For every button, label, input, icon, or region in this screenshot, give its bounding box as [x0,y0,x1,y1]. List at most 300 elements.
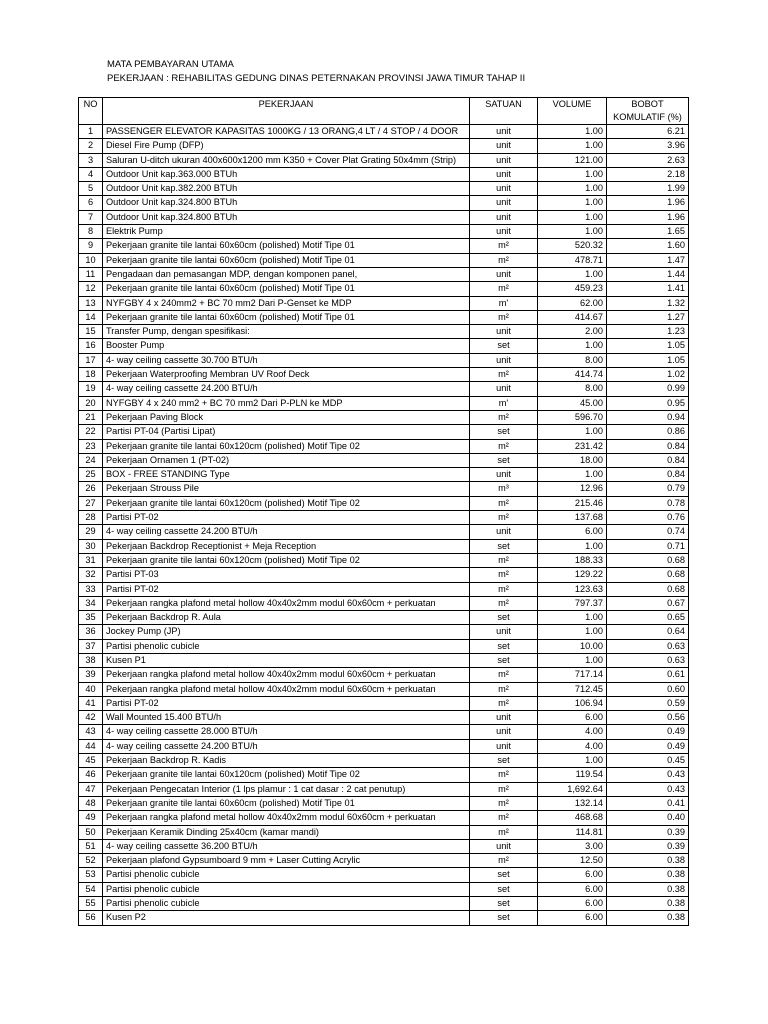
table-row [79,182,689,196]
table-row [79,611,689,625]
cell-no: 7 [79,210,103,224]
cell-pekerjaan: Pekerjaan plafond Gypsumboard 9 mm + Laser Cutting Acrylic [103,854,470,868]
cell-no: 39 [79,668,103,682]
cell-satuan: unit [470,196,538,210]
cell-pekerjaan: Saluran U-ditch ukuran 400x600x1200 mm K350 + Cover Plat Grating 50x4mm (Strip) [103,153,470,167]
cell-bobot: 3.96 [607,139,689,153]
cell-satuan: m² [470,825,538,839]
cell-volume: 1.00 [538,139,607,153]
cell-pekerjaan: Pekerjaan Backdrop Receptionist + Meja Reception [103,539,470,553]
cell-satuan: set [470,882,538,896]
cell-bobot: 0.71 [607,539,689,553]
cell-no: 30 [79,539,103,553]
cell-no: 40 [79,682,103,696]
cell-volume: 414.67 [538,310,607,324]
cell-bobot: 0.39 [607,825,689,839]
document-title: MATA PEMBAYARAN UTAMA [107,59,234,70]
cell-no: 10 [79,253,103,267]
cell-pekerjaan: BOX - FREE STANDING Type [103,468,470,482]
cell-no: 29 [79,525,103,539]
cell-volume: 1.00 [538,210,607,224]
cell-volume: 231.42 [538,439,607,453]
cell-bobot: 0.65 [607,611,689,625]
cell-satuan: m² [470,696,538,710]
cell-volume: 8.00 [538,382,607,396]
cell-pekerjaan: Elektrik Pump [103,225,470,239]
cell-volume: 1.00 [538,653,607,667]
cell-pekerjaan: Outdoor Unit kap.324.800 BTUh [103,210,470,224]
cell-no: 36 [79,625,103,639]
cell-no: 5 [79,182,103,196]
cell-pekerjaan: Pekerjaan Backdrop R. Aula [103,611,470,625]
table-row [79,296,689,310]
table-row [79,796,689,810]
table-row [79,839,689,853]
cell-volume: 12.50 [538,854,607,868]
cell-satuan: m² [470,253,538,267]
cell-satuan: unit [470,325,538,339]
cell-satuan: m² [470,368,538,382]
document-subtitle: PEKERJAAN : REHABILITAS GEDUNG DINAS PETERNAKAN PROVINSI JAWA TIMUR TAHAP II [107,73,526,84]
cell-no: 41 [79,696,103,710]
cell-satuan: m² [470,768,538,782]
cell-pekerjaan: 4- way ceiling cassette 36.200 BTU/h [103,839,470,853]
cell-satuan: set [470,453,538,467]
cell-pekerjaan: Pekerjaan granite tile lantai 60x120cm (polished) Motif Tipe 02 [103,768,470,782]
cell-no: 17 [79,353,103,367]
cell-satuan: set [470,425,538,439]
cell-bobot: 1.27 [607,310,689,324]
cell-satuan: unit [470,225,538,239]
cell-satuan: m' [470,296,538,310]
cell-bobot: 1.23 [607,325,689,339]
cell-pekerjaan: Pekerjaan rangka plafond metal hollow 40x40x2mm modul 60x60cm + perkuatan [103,596,470,610]
cell-volume: 10.00 [538,639,607,653]
cell-volume: 18.00 [538,453,607,467]
cell-volume: 1.00 [538,754,607,768]
table-row [79,339,689,353]
cell-satuan: m² [470,282,538,296]
cell-satuan: m² [470,782,538,796]
cell-no: 13 [79,296,103,310]
cell-volume: 129.22 [538,568,607,582]
cell-pekerjaan: Kusen P2 [103,911,470,925]
cell-bobot: 0.38 [607,868,689,882]
cell-satuan: m² [470,496,538,510]
table-row [79,682,689,696]
cell-volume: 6.00 [538,897,607,911]
cell-no: 27 [79,496,103,510]
table-row [79,396,689,410]
cell-volume: 132.14 [538,796,607,810]
table-row [79,267,689,281]
cell-no: 55 [79,897,103,911]
cell-pekerjaan: Wall Mounted 15.400 BTU/h [103,711,470,725]
cell-bobot: 0.38 [607,854,689,868]
cell-no: 38 [79,653,103,667]
table-row [79,468,689,482]
cell-satuan: m² [470,668,538,682]
cell-bobot: 6.21 [607,125,689,139]
cell-satuan: unit [470,182,538,196]
table-row [79,125,689,139]
cell-no: 42 [79,711,103,725]
table-row [79,196,689,210]
cell-bobot: 0.74 [607,525,689,539]
cell-no: 9 [79,239,103,253]
cell-no: 14 [79,310,103,324]
cell-bobot: 0.41 [607,796,689,810]
cell-volume: 188.33 [538,553,607,567]
table-row [79,582,689,596]
cell-no: 19 [79,382,103,396]
cell-bobot: 0.43 [607,768,689,782]
cell-bobot: 0.39 [607,839,689,853]
cell-volume: 797.37 [538,596,607,610]
cell-satuan: unit [470,739,538,753]
table-row [79,310,689,324]
cell-pekerjaan: Partisi PT-04 (Partisi Lipat) [103,425,470,439]
table-body [79,125,689,926]
cell-pekerjaan: Pekerjaan granite tile lantai 60x120cm (polished) Motif Tipe 02 [103,439,470,453]
cell-satuan: unit [470,725,538,739]
cell-pekerjaan: Pekerjaan rangka plafond metal hollow 40x40x2mm modul 60x60cm + perkuatan [103,668,470,682]
cell-volume: 520.32 [538,239,607,253]
cell-satuan: m² [470,553,538,567]
column-header-volume: VOLUME [538,98,607,125]
cell-volume: 1.00 [538,167,607,181]
cell-volume: 2.00 [538,325,607,339]
table-row [79,639,689,653]
cell-satuan: m² [470,811,538,825]
cell-no: 2 [79,139,103,153]
cell-pekerjaan: Pekerjaan rangka plafond metal hollow 40x40x2mm modul 60x60cm + perkuatan [103,682,470,696]
cell-no: 32 [79,568,103,582]
cell-volume: 119.54 [538,768,607,782]
cell-bobot: 0.45 [607,754,689,768]
cell-pekerjaan: Pekerjaan Paving Block [103,410,470,424]
table-row [79,282,689,296]
cell-satuan: m² [470,854,538,868]
table-row [79,539,689,553]
cell-no: 53 [79,868,103,882]
cell-bobot: 0.63 [607,639,689,653]
cell-volume: 478.71 [538,253,607,267]
cell-pekerjaan: 4- way ceiling cassette 24.200 BTU/h [103,382,470,396]
column-header-bobot-label: BOBOT KOMULATIF (%) [613,99,682,122]
cell-satuan: set [470,897,538,911]
table-row [79,596,689,610]
cell-no: 50 [79,825,103,839]
cell-bobot: 1.99 [607,182,689,196]
cell-no: 21 [79,410,103,424]
cell-volume: 6.00 [538,711,607,725]
cell-pekerjaan: Jockey Pump (JP) [103,625,470,639]
cell-bobot: 1.65 [607,225,689,239]
cell-pekerjaan: Pekerjaan granite tile lantai 60x60cm (polished) Motif Tipe 01 [103,282,470,296]
table-row [79,739,689,753]
table-row [79,368,689,382]
cell-pekerjaan: Pekerjaan granite tile lantai 60x120cm (polished) Motif Tipe 02 [103,553,470,567]
table-row [79,696,689,710]
cell-pekerjaan: Outdoor Unit kap.324.800 BTUh [103,196,470,210]
cell-volume: 1.00 [538,625,607,639]
cell-no: 20 [79,396,103,410]
cell-satuan: set [470,639,538,653]
cell-volume: 4.00 [538,725,607,739]
cell-no: 3 [79,153,103,167]
cell-no: 1 [79,125,103,139]
cell-satuan: set [470,611,538,625]
cell-satuan: m² [470,439,538,453]
cell-bobot: 1.05 [607,353,689,367]
cell-volume: 717.14 [538,668,607,682]
cell-satuan: unit [470,525,538,539]
cell-volume: 1.00 [538,425,607,439]
table-row [79,782,689,796]
table-row [79,882,689,896]
cell-pekerjaan: Partisi PT-02 [103,696,470,710]
table-row [79,825,689,839]
cell-bobot: 0.40 [607,811,689,825]
cell-volume: 1.00 [538,611,607,625]
cell-volume: 215.46 [538,496,607,510]
table-row [79,253,689,267]
cell-satuan: m² [470,511,538,525]
table-row [79,239,689,253]
cell-volume: 1,692.64 [538,782,607,796]
cell-no: 4 [79,167,103,181]
cell-volume: 1.00 [538,539,607,553]
cell-satuan: set [470,653,538,667]
cell-pekerjaan: Partisi phenolic cubicle [103,897,470,911]
cell-volume: 459.23 [538,282,607,296]
cell-bobot: 0.79 [607,482,689,496]
cell-bobot: 0.68 [607,582,689,596]
cell-volume: 1.00 [538,267,607,281]
cell-volume: 1.00 [538,468,607,482]
cell-satuan: unit [470,139,538,153]
cell-bobot: 0.99 [607,382,689,396]
cell-pekerjaan: Outdoor Unit kap.382.200 BTUh [103,182,470,196]
table-row [79,754,689,768]
cell-no: 48 [79,796,103,810]
cell-satuan: set [470,911,538,925]
table-row [79,625,689,639]
cell-volume: 1.00 [538,339,607,353]
cell-satuan: m² [470,796,538,810]
cell-no: 18 [79,368,103,382]
table-row [79,511,689,525]
cell-volume: 1.00 [538,125,607,139]
cell-volume: 596.70 [538,410,607,424]
table-row [79,210,689,224]
cell-bobot: 0.64 [607,625,689,639]
cell-no: 51 [79,839,103,853]
table-row [79,811,689,825]
cell-no: 11 [79,267,103,281]
cell-volume: 45.00 [538,396,607,410]
cell-pekerjaan: Transfer Pump, dengan spesifikasi: [103,325,470,339]
cell-no: 44 [79,739,103,753]
cell-satuan: m' [470,396,538,410]
cell-satuan: m² [470,568,538,582]
cell-no: 15 [79,325,103,339]
cell-volume: 6.00 [538,882,607,896]
cell-bobot: 1.60 [607,239,689,253]
cell-bobot: 0.38 [607,897,689,911]
column-header-bobot [607,98,689,125]
cell-bobot: 0.86 [607,425,689,439]
table-row [79,453,689,467]
table-row [79,768,689,782]
cell-bobot: 0.67 [607,596,689,610]
cell-volume: 1.00 [538,182,607,196]
cell-satuan: m³ [470,482,538,496]
cell-pekerjaan: Outdoor Unit kap.363.000 BTUh [103,167,470,181]
cell-volume: 114.81 [538,825,607,839]
cell-pekerjaan: Partisi phenolic cubicle [103,868,470,882]
cell-no: 56 [79,911,103,925]
cell-bobot: 0.78 [607,496,689,510]
table-row [79,410,689,424]
cell-pekerjaan: Pekerjaan granite tile lantai 60x120cm (polished) Motif Tipe 02 [103,496,470,510]
cell-pekerjaan: NYFGBY 4 x 240 mm2 + BC 70 mm2 Dari P-PLN ke MDP [103,396,470,410]
cell-satuan: m² [470,582,538,596]
cell-bobot: 0.63 [607,653,689,667]
cell-pekerjaan: Pekerjaan rangka plafond metal hollow 40x40x2mm modul 60x60cm + perkuatan [103,811,470,825]
cell-no: 12 [79,282,103,296]
cell-bobot: 0.38 [607,911,689,925]
cell-bobot: 0.68 [607,553,689,567]
cell-bobot: 0.76 [607,511,689,525]
cell-volume: 414.74 [538,368,607,382]
cell-bobot: 0.38 [607,882,689,896]
cell-bobot: 1.96 [607,196,689,210]
cell-no: 37 [79,639,103,653]
cell-no: 28 [79,511,103,525]
cell-pekerjaan: Pengadaan dan pemasangan MDP, dengan komponen panel, [103,267,470,281]
cell-no: 49 [79,811,103,825]
cell-volume: 6.00 [538,525,607,539]
cell-volume: 6.00 [538,868,607,882]
cell-satuan: unit [470,125,538,139]
cell-satuan: set [470,539,538,553]
cell-pekerjaan: 4- way ceiling cassette 30.700 BTU/h [103,353,470,367]
cell-pekerjaan: Partisi PT-02 [103,511,470,525]
cell-pekerjaan: Pekerjaan Keramik Dinding 25x40cm (kamar mandi) [103,825,470,839]
cell-volume: 712.45 [538,682,607,696]
cell-volume: 1.00 [538,225,607,239]
table-row [79,854,689,868]
cell-no: 46 [79,768,103,782]
cell-no: 8 [79,225,103,239]
cell-pekerjaan: PASSENGER ELEVATOR KAPASITAS 1000KG / 13 ORANG,4 LT / 4 STOP / 4 DOOR [103,125,470,139]
cell-bobot: 1.44 [607,267,689,281]
cell-bobot: 1.02 [607,368,689,382]
cell-bobot: 0.68 [607,568,689,582]
cell-bobot: 0.94 [607,410,689,424]
cell-pekerjaan: 4- way ceiling cassette 28.000 BTU/h [103,725,470,739]
cell-pekerjaan: Partisi phenolic cubicle [103,882,470,896]
table-row [79,139,689,153]
table-row [79,325,689,339]
cell-satuan: unit [470,267,538,281]
cell-volume: 4.00 [538,739,607,753]
cell-no: 43 [79,725,103,739]
cell-bobot: 0.59 [607,696,689,710]
cell-pekerjaan: Pekerjaan granite tile lantai 60x60cm (polished) Motif Tipe 01 [103,796,470,810]
cell-volume: 106.94 [538,696,607,710]
cell-volume: 8.00 [538,353,607,367]
table-header-row [79,98,689,125]
cell-pekerjaan: Partisi PT-02 [103,582,470,596]
cell-bobot: 0.61 [607,668,689,682]
table-row [79,725,689,739]
cell-satuan: m² [470,596,538,610]
table-row [79,167,689,181]
cell-pekerjaan: 4- way ceiling cassette 24.200 BTU/h [103,525,470,539]
cell-satuan: unit [470,382,538,396]
cell-bobot: 2.18 [607,167,689,181]
cell-satuan: set [470,868,538,882]
cell-bobot: 1.05 [607,339,689,353]
cell-no: 54 [79,882,103,896]
cell-bobot: 1.47 [607,253,689,267]
cell-no: 33 [79,582,103,596]
cell-volume: 468.68 [538,811,607,825]
cell-bobot: 1.96 [607,210,689,224]
column-header-pekerjaan: PEKERJAAN [103,98,470,125]
cell-satuan: set [470,339,538,353]
cell-satuan: unit [470,153,538,167]
cell-satuan: unit [470,353,538,367]
cell-no: 25 [79,468,103,482]
cell-satuan: m² [470,310,538,324]
cell-bobot: 0.56 [607,711,689,725]
cell-bobot: 0.95 [607,396,689,410]
table-row [79,553,689,567]
table-row [79,482,689,496]
cell-no: 47 [79,782,103,796]
table-row [79,668,689,682]
cell-no: 52 [79,854,103,868]
cell-pekerjaan: Booster Pump [103,339,470,353]
table-row [79,382,689,396]
table-row [79,153,689,167]
cell-pekerjaan: Pekerjaan Strouss Pile [103,482,470,496]
cell-volume: 12.96 [538,482,607,496]
table-row [79,425,689,439]
cell-volume: 6.00 [538,911,607,925]
column-header-satuan: SATUAN [470,98,538,125]
cell-pekerjaan: Pekerjaan granite tile lantai 60x60cm (polished) Motif Tipe 01 [103,239,470,253]
table-row [79,496,689,510]
cell-bobot: 0.84 [607,439,689,453]
cell-volume: 123.63 [538,582,607,596]
column-header-no: NO [79,98,103,125]
table-row [79,897,689,911]
cell-pekerjaan: NYFGBY 4 x 240mm2 + BC 70 mm2 Dari P-Genset ke MDP [103,296,470,310]
cell-satuan: unit [470,625,538,639]
cell-satuan: m² [470,239,538,253]
cell-no: 45 [79,754,103,768]
cell-no: 34 [79,596,103,610]
cell-no: 23 [79,439,103,453]
cell-pekerjaan: Pekerjaan granite tile lantai 60x60cm (polished) Motif Tipe 01 [103,310,470,324]
cell-pekerjaan: Pekerjaan Waterproofing Membran UV Roof Deck [103,368,470,382]
cell-volume: 1.00 [538,196,607,210]
